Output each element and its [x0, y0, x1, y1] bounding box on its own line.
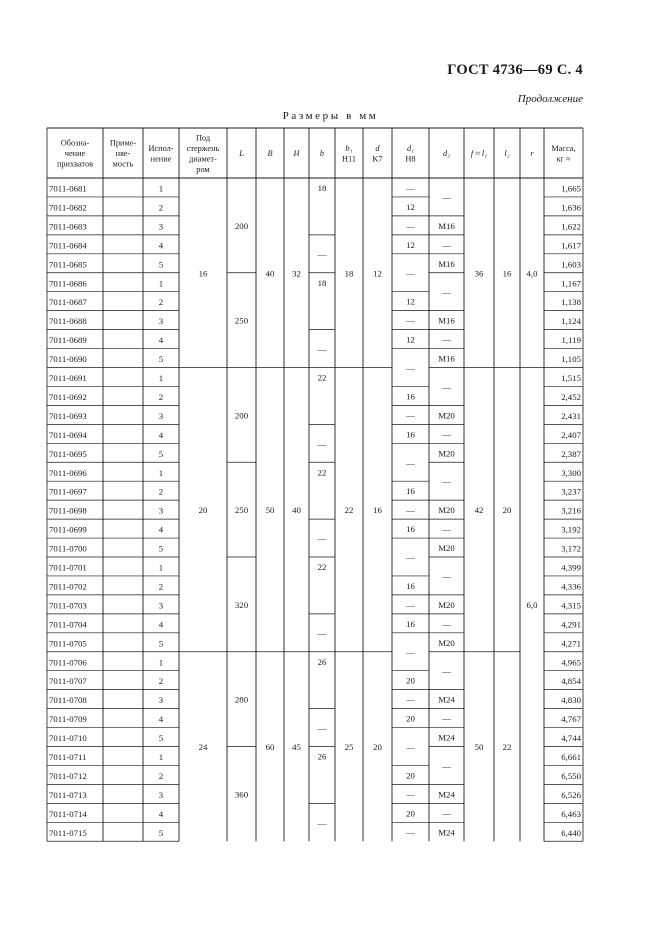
cell-d2: — [442, 713, 451, 724]
cell-code: 7011-0704 [49, 619, 87, 630]
cell-variant: 5 [158, 354, 164, 365]
cell-d2: M20 [438, 448, 455, 459]
cell-b1: 18 [344, 268, 354, 279]
cell-d1: — [406, 220, 415, 231]
cell-b: 22 [317, 372, 327, 383]
cell-d1: — [406, 505, 415, 516]
cell-d1: 16 [406, 391, 415, 402]
cell-d2: M24 [438, 789, 455, 800]
cell-variant: 1 [158, 183, 164, 194]
cell-variant: 1 [158, 278, 164, 289]
cell-d1: — [406, 742, 415, 752]
cell-d1: — [406, 410, 415, 421]
header-appl: Приме- [109, 138, 137, 148]
header-B: B [267, 149, 273, 158]
header-d: K7 [372, 154, 383, 164]
cell-mass: 1,167 [561, 278, 581, 289]
cell-d2: — [442, 429, 451, 440]
cell-mass: 2,452 [561, 391, 581, 402]
cell-mass: 3,172 [561, 543, 581, 554]
cell-code: 7011-0715 [49, 827, 87, 838]
cell-code: 7011-0707 [49, 676, 87, 687]
cell-code: 7011-0708 [49, 695, 87, 706]
cell-mass: 6,463 [561, 808, 581, 819]
cell-variant: 4 [158, 808, 164, 819]
header-l2: l₂ [504, 149, 510, 158]
header-var: нение [150, 154, 172, 164]
cell-variant: 2 [158, 391, 164, 402]
cell-L: 360 [234, 789, 249, 800]
header-H: H [293, 149, 300, 158]
cell-code: 7011-0706 [49, 657, 87, 668]
cell-b: — [317, 817, 327, 828]
cell-variant: 3 [158, 316, 164, 327]
cell-variant: 2 [158, 202, 164, 213]
cell-rod: 24 [198, 742, 208, 752]
cell-mass: 4,399 [561, 562, 581, 573]
cell-mass: 4,854 [561, 676, 581, 687]
cell-b: 26 [317, 656, 327, 667]
cell-code: 7011-0688 [49, 316, 87, 327]
cell-d1: — [406, 694, 415, 705]
header-b: b [319, 149, 325, 158]
header-rod: ром [196, 164, 210, 174]
cell-d2: M16 [438, 315, 455, 326]
cell-rod: 16 [198, 268, 208, 279]
cell-d2: M24 [438, 827, 455, 838]
cell-d2: M16 [438, 220, 455, 231]
cell-mass: 1,119 [561, 335, 581, 346]
cell-variant: 1 [158, 657, 164, 668]
header-d1: d₁ [406, 143, 415, 153]
cell-l2: 16 [502, 268, 512, 279]
cell-d1: 12 [406, 334, 415, 345]
cell-mass: 4,767 [561, 714, 581, 725]
cell-variant: 4 [158, 429, 164, 440]
cell-l2: 22 [502, 742, 512, 752]
cell-variant: 3 [158, 505, 164, 516]
cell-variant: 5 [158, 638, 164, 649]
cell-d2: — [442, 192, 451, 203]
cell-d1: 20 [406, 770, 415, 781]
cell-d1: 12 [406, 201, 415, 212]
cell-variant: 5 [158, 259, 164, 270]
cell-code: 7011-0686 [49, 278, 87, 289]
cell-variant: 3 [158, 789, 164, 800]
cell-mass: 2,387 [561, 448, 581, 459]
cell-mass: 1,105 [561, 354, 581, 365]
cell-variant: 1 [158, 562, 164, 573]
cell-d1: 16 [406, 524, 415, 535]
cell-mass: 4,830 [561, 695, 581, 706]
cell-code: 7011-0705 [49, 638, 87, 649]
cell-d1: — [406, 789, 415, 800]
cell-variant: 5 [158, 733, 164, 744]
continuation-note: Продолжение [517, 93, 583, 105]
table-caption: Размеры в мм [282, 110, 379, 122]
cell-f: 36 [474, 268, 484, 279]
cell-d2: — [442, 618, 451, 629]
cell-d1: 20 [406, 675, 415, 686]
cell-mass: 1,622 [561, 221, 581, 232]
cell-code: 7011-0693 [49, 410, 87, 421]
cell-rod: 20 [198, 505, 208, 516]
cell-mass: 3,237 [561, 486, 581, 497]
cell-d1: 16 [406, 618, 415, 629]
cell-code: 7011-0695 [49, 448, 87, 459]
cell-b1: 22 [344, 505, 354, 516]
header-code: прихватов [56, 159, 94, 169]
cell-d1: — [406, 647, 415, 658]
cell-d1: 16 [406, 486, 415, 497]
cell-b: 18 [317, 277, 327, 288]
cell-d1: — [406, 182, 415, 193]
cell-d2: M20 [438, 543, 455, 554]
header-rod: Под [195, 133, 211, 143]
header-d: d [375, 143, 380, 153]
cell-b: — [317, 438, 327, 449]
cell-code: 7011-0703 [49, 600, 87, 611]
cell-code: 7011-0698 [49, 505, 87, 516]
header-rod: стержень [186, 143, 220, 153]
cell-d1: — [406, 457, 415, 468]
cell-code: 7011-0714 [49, 808, 87, 819]
cell-L: 320 [234, 599, 249, 610]
cell-b: 22 [317, 467, 327, 478]
cell-variant: 4 [158, 524, 164, 535]
cell-code: 7011-0699 [49, 524, 87, 535]
cell-f: 50 [474, 742, 484, 752]
cell-L: 200 [234, 410, 249, 421]
cell-f: 42 [474, 505, 484, 516]
cell-variant: 5 [158, 448, 164, 459]
header-b1: b₁ [345, 143, 353, 153]
cell-mass: 1,515 [561, 373, 581, 383]
cell-B: 50 [265, 505, 275, 516]
cell-mass: 3,300 [561, 467, 581, 478]
cell-d1: — [406, 599, 415, 610]
cell-b: 18 [317, 183, 327, 193]
cell-r: 6,0 [526, 599, 538, 610]
cell-d2: — [442, 760, 451, 771]
cell-variant: 4 [158, 714, 164, 725]
cell-variant: 1 [158, 467, 164, 478]
cell-d: 20 [373, 742, 382, 752]
cell-code: 7011-0685 [49, 259, 87, 270]
cell-L: 280 [234, 694, 249, 705]
cell-b: — [317, 628, 327, 639]
header-d1: H8 [405, 154, 416, 164]
cell-d1: 12 [406, 239, 415, 250]
cell-variant: 1 [158, 752, 164, 762]
cell-code: 7011-0684 [49, 240, 87, 251]
cell-mass: 4,965 [561, 657, 581, 668]
cell-d: 12 [373, 268, 382, 279]
header-code: чение [64, 149, 86, 158]
cell-mass: 6,550 [561, 770, 581, 781]
cell-code: 7011-0683 [49, 221, 87, 232]
cell-code: 7011-0702 [49, 581, 87, 592]
header-code: Обозна- [60, 138, 90, 148]
header-appl: няе- [115, 149, 131, 158]
cell-mass: 6,661 [561, 752, 581, 762]
cell-variant: 2 [158, 770, 164, 781]
cell-b: — [317, 723, 327, 734]
cell-mass: 1,138 [561, 297, 581, 308]
cell-variant: 3 [158, 695, 164, 706]
cell-variant: 5 [158, 827, 164, 838]
cell-d2: M24 [438, 732, 455, 743]
cell-variant: 3 [158, 221, 164, 232]
cell-d1: — [406, 552, 415, 563]
header-b1: H11 [342, 154, 356, 164]
cell-variant: 3 [158, 600, 164, 611]
cell-code: 7011-0710 [49, 733, 87, 744]
cell-mass: 6,526 [561, 789, 581, 800]
cell-l2: 20 [502, 505, 512, 516]
cell-mass: 4,315 [561, 600, 581, 611]
cell-r: 4,0 [526, 268, 538, 279]
cell-d2: M16 [438, 353, 455, 364]
cell-mass: 1,124 [561, 316, 581, 327]
cell-code: 7011-0689 [49, 335, 87, 346]
cell-b: — [317, 249, 327, 260]
cell-d1: — [406, 315, 415, 326]
cell-d2: M16 [438, 258, 455, 269]
cell-variant: 4 [158, 335, 164, 346]
cell-b: — [317, 533, 327, 544]
cell-variant: 4 [158, 619, 164, 630]
cell-L: 200 [234, 220, 249, 231]
cell-mass: 2,431 [561, 410, 581, 421]
cell-mass: 1,603 [561, 259, 581, 270]
header-mass: кг ≈ [556, 154, 571, 164]
cell-variant: 2 [158, 581, 164, 592]
cell-code: 7011-0701 [49, 562, 87, 573]
cell-variant: 3 [158, 410, 164, 421]
cell-d2: — [442, 524, 451, 535]
header-d2: d₂ [442, 149, 451, 158]
cell-b: 26 [317, 751, 327, 762]
cell-code: 7011-0682 [49, 202, 87, 213]
cell-d1: 16 [406, 580, 415, 591]
cell-mass: 3,192 [561, 524, 581, 535]
cell-variant: 4 [158, 240, 164, 251]
cell-d1: 20 [406, 713, 415, 724]
cell-d2: — [442, 334, 451, 345]
header-rod: диамет- [189, 154, 217, 164]
cell-mass: 6,440 [561, 827, 581, 838]
cell-code: 7011-0711 [49, 752, 87, 762]
cell-d2: — [442, 239, 451, 250]
cell-d2: — [442, 381, 451, 392]
cell-variant: 2 [158, 486, 164, 497]
header-L: L [239, 149, 244, 158]
document-title: ГОСТ 4736—69 С. 4 [447, 62, 583, 78]
cell-code: 7011-0687 [49, 297, 87, 308]
cell-d1: — [406, 827, 415, 838]
cell-mass: 1,617 [561, 240, 581, 251]
cell-mass: 1,636 [561, 202, 581, 213]
cell-d2: M24 [438, 694, 455, 705]
cell-mass: 4,336 [561, 581, 581, 592]
cell-B: 40 [265, 268, 275, 279]
cell-mass: 4,291 [561, 619, 581, 630]
cell-code: 7011-0709 [49, 714, 87, 725]
cell-code: 7011-0700 [49, 543, 87, 554]
cell-d2: — [442, 287, 451, 298]
cell-code: 7011-0712 [49, 770, 87, 781]
cell-d1: 16 [406, 429, 415, 440]
cell-d2: — [442, 808, 451, 819]
cell-H: 32 [292, 268, 301, 279]
cell-mass: 1,665 [561, 183, 581, 194]
header-f: f ≈ l₁ [470, 149, 488, 158]
cell-variant: 1 [158, 373, 164, 383]
cell-code: 7011-0713 [49, 789, 87, 800]
cell-L: 250 [234, 505, 249, 516]
cell-d1: 20 [406, 808, 415, 819]
cell-code: 7011-0696 [49, 467, 87, 478]
cell-mass: 2,407 [561, 429, 581, 440]
cell-d1: 12 [406, 296, 415, 307]
header-var: Испол- [148, 143, 174, 153]
header-mass: Масса, [551, 143, 576, 153]
cell-d2: M20 [438, 599, 455, 610]
cell-mass: 3,216 [561, 505, 581, 516]
cell-d2: — [442, 666, 451, 677]
cell-b: — [317, 344, 327, 355]
cell-mass: 4,271 [561, 638, 581, 649]
cell-code: 7011-0691 [49, 373, 87, 383]
cell-code: 7011-0681 [49, 183, 87, 194]
header-r: r [530, 149, 534, 158]
header-appl: мость [112, 159, 134, 169]
cell-code: 7011-0697 [49, 486, 87, 497]
cell-d2: — [442, 476, 451, 487]
cell-code: 7011-0690 [49, 354, 87, 365]
cell-d: 16 [373, 505, 382, 516]
cell-H: 40 [292, 505, 301, 516]
cell-code: 7011-0692 [49, 391, 87, 402]
cell-L: 250 [234, 315, 249, 326]
cell-b1: 25 [344, 742, 354, 752]
cell-variant: 2 [158, 676, 164, 687]
cell-B: 60 [265, 742, 275, 752]
cell-d2: — [442, 571, 451, 582]
cell-d2: M20 [438, 505, 455, 516]
cell-d2: M20 [438, 410, 455, 421]
cell-H: 45 [292, 742, 301, 752]
cell-d1: — [406, 363, 415, 373]
cell-b: 22 [317, 562, 327, 572]
cell-variant: 5 [158, 543, 164, 554]
cell-mass: 4,744 [561, 733, 581, 744]
cell-d2: M20 [438, 637, 455, 648]
cell-d1: — [406, 268, 415, 279]
cell-code: 7011-0694 [49, 429, 87, 440]
cell-variant: 2 [158, 297, 164, 308]
